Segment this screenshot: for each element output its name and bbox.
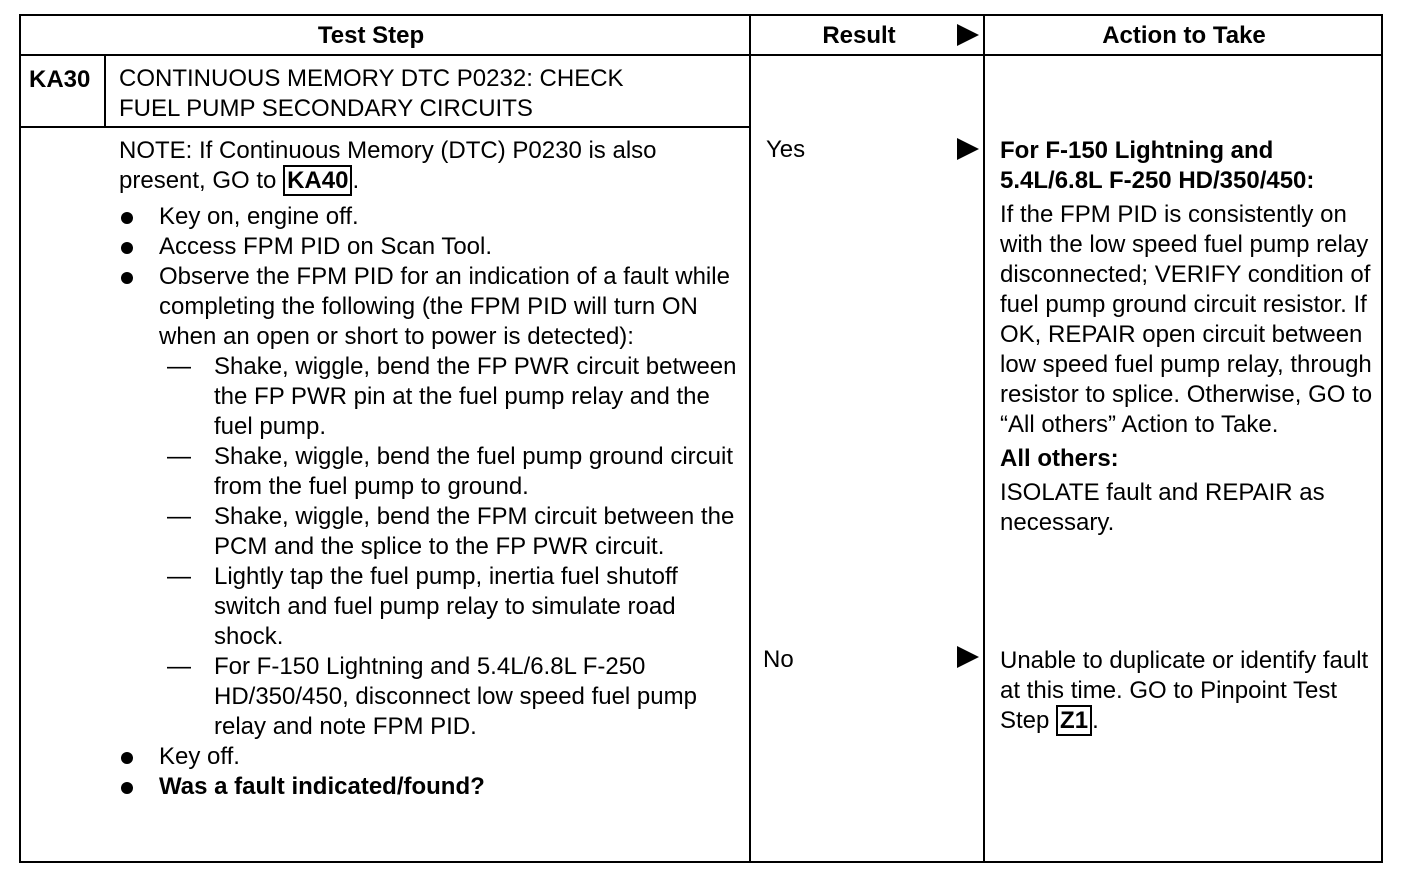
bullet-item: Access FPM PID on Scan Tool. bbox=[119, 232, 749, 262]
sub-step-item: — For F-150 Lightning and 5.4L/6.8L F-250 HD/350/450, disconnect low speed fuel pump relay and note FPM PID. bbox=[159, 652, 749, 742]
step-title-line2: FUEL PUMP SECONDARY CIRCUITS bbox=[119, 95, 533, 122]
no-arrow-icon bbox=[957, 646, 979, 668]
divider-action bbox=[983, 16, 985, 861]
header-action: Action to Take bbox=[1102, 22, 1266, 49]
pinpoint-ref-link[interactable]: Z1 bbox=[1056, 705, 1092, 736]
action-no-text bbox=[1000, 646, 1380, 736]
action-yes bbox=[1000, 136, 1380, 538]
bullet-item: Key off. bbox=[119, 742, 749, 772]
sub-step-list bbox=[159, 352, 749, 742]
note-ref-link[interactable]: KA40 bbox=[283, 165, 352, 196]
sub-step-item: — Shake, wiggle, bend the FP PWR circuit between the FP PWR pin at the fuel pump relay and the fuel pump. bbox=[159, 352, 749, 442]
action-no-suffix: . bbox=[1092, 707, 1099, 734]
header-test-step: Test Step bbox=[317, 22, 425, 49]
header-arrow-icon bbox=[957, 24, 979, 46]
yes-arrow-icon bbox=[957, 138, 979, 160]
step-body bbox=[119, 136, 749, 802]
title-rule bbox=[21, 126, 751, 128]
note bbox=[119, 136, 749, 196]
sub-step-item: — Shake, wiggle, bend the FPM circuit between the PCM and the splice to the FP PWR circuit. bbox=[159, 502, 749, 562]
action-yes-text: If the FPM PID is consistently on with the low speed fuel pump relay disconnected; VERIFY condition of fuel pump ground circuit resistor. If OK, REPAIR open circuit between low speed fuel pump relay, through resistor to splice. Otherwise, GO to “All others” Action to Take. bbox=[1000, 201, 1373, 438]
divider-id bbox=[104, 54, 106, 126]
bullet-item: Observe the FPM PID for an indication of a fault while completing the following (the FPM PID will turn ON when an open or short to power is detected): bbox=[119, 262, 749, 352]
action-no-prefix: Unable to duplicate or identify fault at this time. GO to Pinpoint Test Step bbox=[1000, 647, 1369, 734]
bullet-list bbox=[119, 202, 749, 352]
step-id: KA30 bbox=[29, 66, 91, 93]
action-all-others-heading: All others: bbox=[1000, 445, 1119, 472]
final-bullet-list bbox=[119, 742, 749, 802]
bullet-item: Key on, engine off. bbox=[119, 202, 749, 232]
sub-step-item: — Shake, wiggle, bend the fuel pump ground circuit from the fuel pump to ground. bbox=[159, 442, 749, 502]
header-result: Result bbox=[822, 22, 896, 49]
note-text: NOTE: If Continuous Memory (DTC) P0230 is also present, GO to bbox=[119, 137, 657, 194]
action-yes-heading: For F-150 Lightning and 5.4L/6.8L F-250 HD/350/450: bbox=[1000, 137, 1315, 194]
step-title bbox=[119, 64, 624, 124]
header-rule bbox=[21, 54, 1381, 56]
action-no bbox=[1000, 646, 1380, 736]
question-item: Was a fault indicated/found? bbox=[119, 772, 749, 802]
result-no: No bbox=[763, 646, 794, 673]
test-step-table bbox=[19, 14, 1383, 863]
action-all-others-text: ISOLATE fault and REPAIR as necessary. bbox=[1000, 479, 1325, 536]
note-suffix: . bbox=[352, 167, 360, 194]
sub-step-item: — Lightly tap the fuel pump, inertia fuel shutoff switch and fuel pump relay to simulate road shock. bbox=[159, 562, 749, 652]
divider-result bbox=[749, 16, 751, 861]
result-yes: Yes bbox=[766, 136, 806, 163]
step-title-line1: CONTINUOUS MEMORY DTC P0232: CHECK bbox=[119, 65, 624, 92]
